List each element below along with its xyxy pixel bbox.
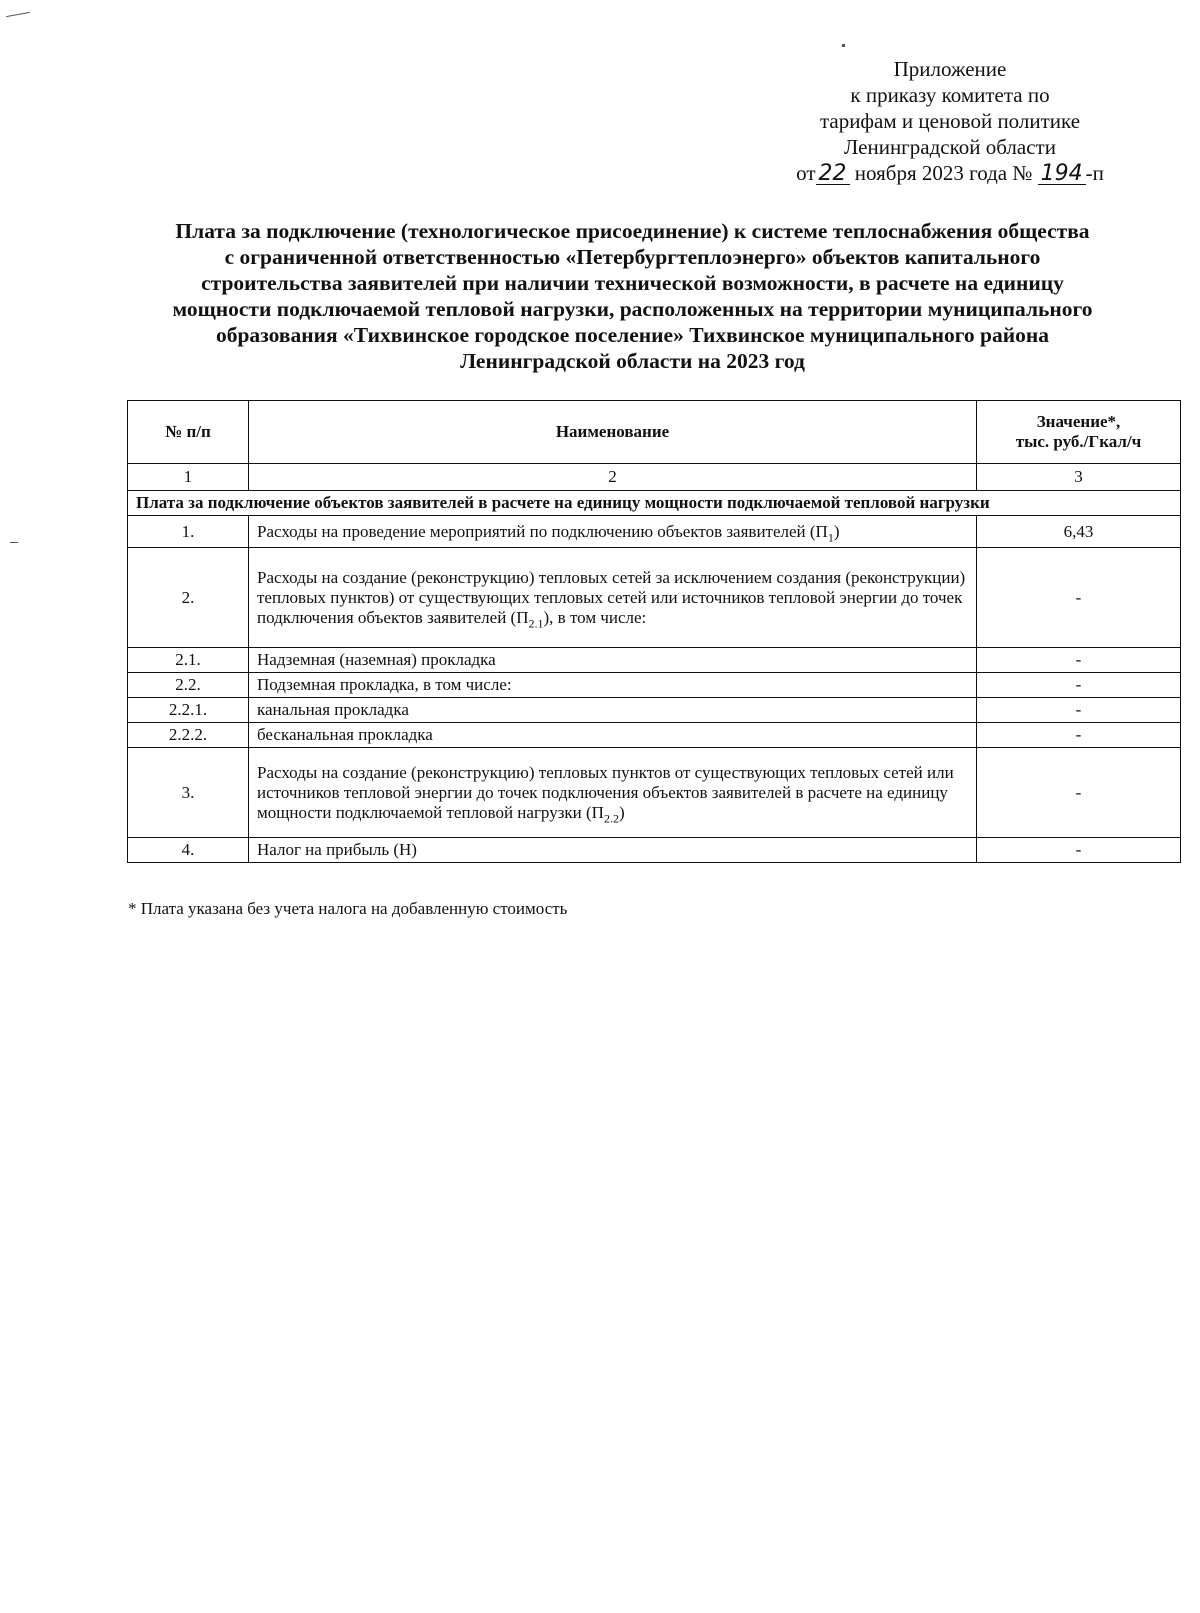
row-value: 6,43 — [977, 516, 1181, 548]
row-name-tail: ), в том числе: — [543, 607, 647, 627]
title-line: Ленинградской области на 2023 год — [460, 349, 805, 373]
title-line: образования «Тихвинское городское поселение» Тихвинское муниципального района — [215, 323, 1050, 347]
section-title: Плата за подключение объектов заявителей в расчете на единицу мощности подключаемой тепловой нагрузки — [128, 491, 1181, 516]
date-rest: ноября 2023 года № — [854, 161, 1033, 185]
row-number: 2.1. — [128, 648, 249, 673]
row-name: Подземная прокладка, в том числе: — [249, 673, 977, 698]
row-name-text: Расходы на создание (реконструкцию) тепловых пунктов от существующих тепловых сетей или источников тепловой энергии до точек подключения объектов заявителей в расчете на единицу мощности подключаемой тепловой нагрузки (П — [257, 762, 954, 822]
document-title — [95, 218, 1170, 374]
title-line: мощности подключаемой тепловой нагрузки, расположенных на территории муниципального — [172, 297, 1093, 321]
title-line: с ограниченной ответственностью «Петербургтеплоэнерго» объектов капитального — [224, 245, 1041, 269]
scan-speck — [842, 44, 845, 47]
row-number: 2. — [128, 548, 249, 648]
row-value: - — [977, 748, 1181, 838]
footnote: * Плата указана без учета налога на добавленную стоимость — [128, 899, 568, 918]
order-suffix: -п — [1085, 161, 1104, 185]
section-row — [128, 491, 1181, 516]
row-name: бесканальная прокладка — [249, 723, 977, 748]
row-number: 2.2. — [128, 673, 249, 698]
scan-speck — [6, 12, 30, 17]
row-name-text: Расходы на проведение мероприятий по подключению объектов заявителей (П — [257, 521, 828, 541]
row-name-tail: ) — [618, 802, 625, 822]
header-name: Наименование — [249, 401, 977, 464]
row-name — [249, 548, 977, 648]
table-row — [128, 648, 1181, 673]
row-number: 2.2.2. — [128, 723, 249, 748]
row-name: Надземная (наземная) прокладка — [249, 648, 977, 673]
order-date-line — [760, 160, 1140, 186]
scan-speck — [10, 542, 18, 543]
appendix-line: тарифам и ценовой политике — [819, 109, 1081, 133]
table-row — [128, 698, 1181, 723]
handwritten-order-number: 194 — [1038, 164, 1086, 185]
date-prefix: от — [796, 161, 816, 185]
column-number-row — [128, 464, 1181, 491]
table-row — [128, 838, 1181, 863]
table-row — [128, 748, 1181, 838]
row-name — [249, 516, 977, 548]
title-line: строительства заявителей при наличии технической возможности, в расчете на единицу — [201, 271, 1064, 295]
column-number: 2 — [249, 464, 977, 491]
row-value: - — [977, 548, 1181, 648]
row-number: 1. — [128, 516, 249, 548]
column-number: 1 — [128, 464, 249, 491]
handwritten-day: 22 — [816, 164, 850, 185]
row-number: 4. — [128, 838, 249, 863]
row-value: - — [977, 723, 1181, 748]
fee-table — [127, 400, 1181, 863]
row-value: - — [977, 698, 1181, 723]
row-name-subscript: 2.1 — [528, 615, 544, 630]
column-number: 3 — [977, 464, 1181, 491]
row-value: - — [977, 673, 1181, 698]
table-row — [128, 723, 1181, 748]
header-row — [128, 401, 1181, 464]
row-name — [249, 748, 977, 838]
row-value: - — [977, 648, 1181, 673]
row-name-subscript: 1 — [827, 529, 834, 544]
row-number: 2.2.1. — [128, 698, 249, 723]
title-line: Плата за подключение (технологическое присоединение) к системе теплоснабжения общества — [175, 219, 1090, 243]
header-number: № п/п — [128, 401, 249, 464]
appendix-block — [760, 56, 1140, 186]
table-row — [128, 673, 1181, 698]
header-value-line: тыс. руб./Гкал/ч — [1015, 432, 1142, 451]
table-row — [128, 548, 1181, 648]
row-name-tail: ) — [833, 521, 840, 541]
row-name-subscript: 2.2 — [603, 810, 619, 825]
row-name: Налог на прибыль (Н) — [249, 838, 977, 863]
header-value — [977, 401, 1181, 464]
row-value: - — [977, 838, 1181, 863]
appendix-line: к приказу комитета по — [850, 83, 1050, 107]
row-name-text: Расходы на создание (реконструкцию) тепловых сетей за исключением создания (реконструкции) тепловых пунктов) от существующих тепловых сетей или источников тепловой энергии до точек подключения объектов заявителей (П — [257, 567, 966, 627]
row-number: 3. — [128, 748, 249, 838]
row-name: канальная прокладка — [249, 698, 977, 723]
appendix-line: Ленинградской области — [844, 135, 1056, 159]
header-value-line: Значение*, — [1036, 412, 1121, 431]
table-row — [128, 516, 1181, 548]
appendix-line: Приложение — [893, 57, 1007, 81]
